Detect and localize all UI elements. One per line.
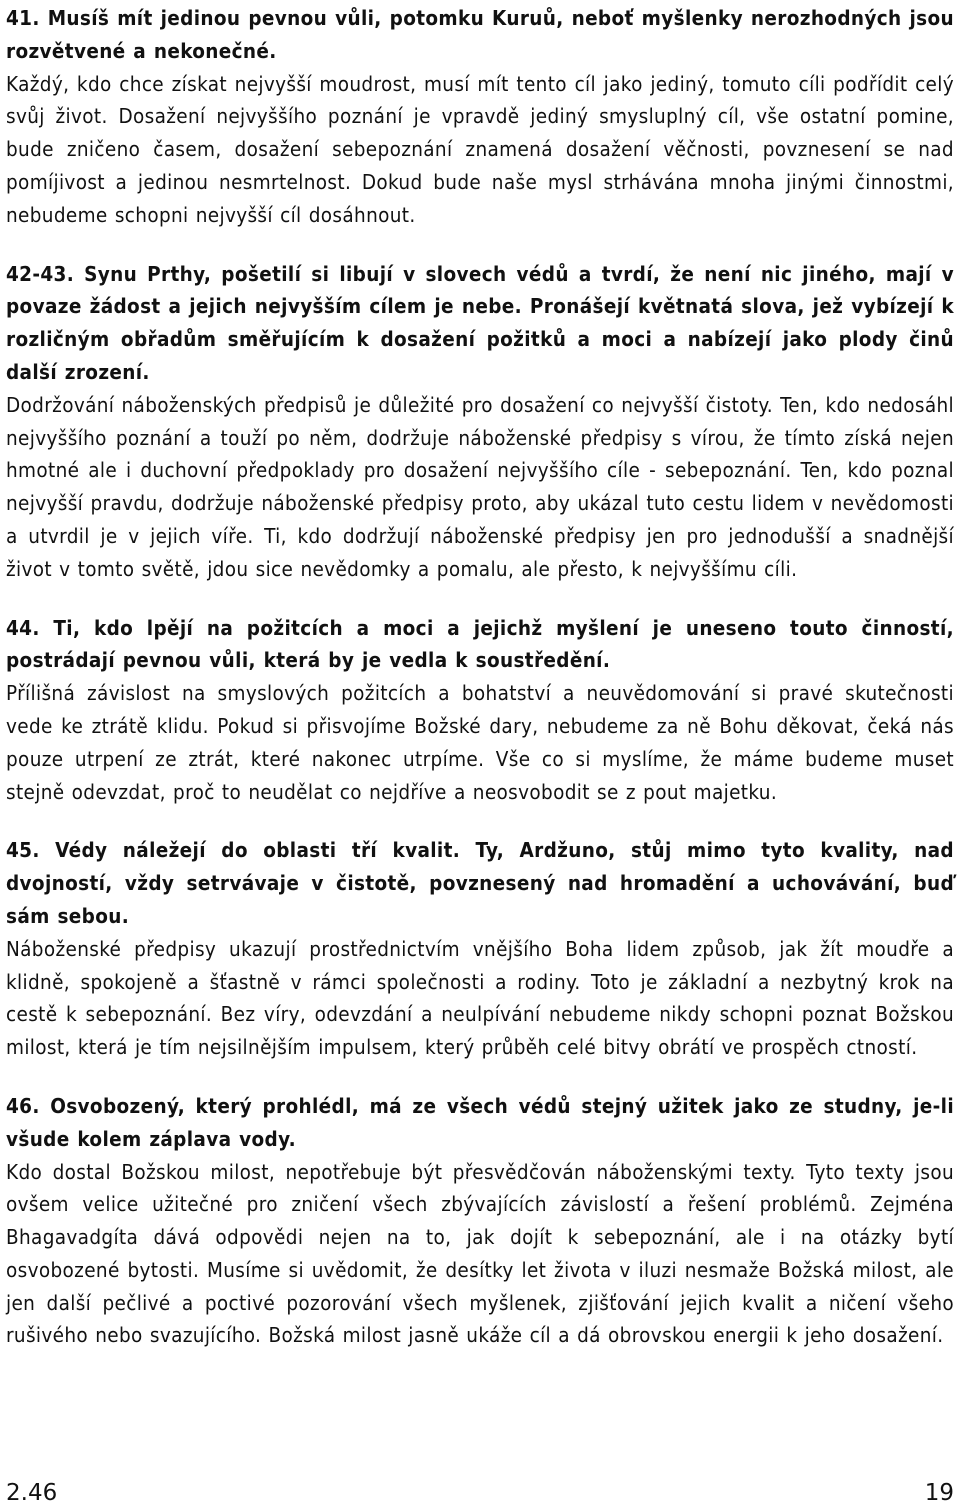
commentary-body: Přílišná závislost na smyslových požitcích a bohatství a neuvědomování si pravé skutečnosti vede ke ztrátě klidu. Pokud si přisvojíme Božské dary, nebudeme za ně Bohu děkovat, čeká nás pouze utrpení ze ztrát, které nakonec utrpíme. Vše co si myslíme, že máme budeme muset stejně odevzdat, proč to neudělat co nejdříve a neosvobodit se z pout majetku.: [6, 681, 954, 804]
verse-text: [6, 612, 954, 678]
verse-text: [6, 1090, 954, 1156]
commentary-text: [6, 1156, 954, 1353]
verse-text: [6, 2, 954, 68]
verse-text: [6, 834, 954, 932]
page-content: [6, 2, 954, 1352]
verse-41: [6, 2, 954, 232]
verse-text: [6, 258, 954, 389]
chapter-verse-ref: 2.46: [6, 1480, 58, 1506]
commentary-text: [6, 933, 954, 1064]
commentary-body: Dodržování náboženských předpisů je důležité pro dosažení co nejvyšší čistoty. Ten, kdo nedosáhl nejvyššího poznání a touží po něm, dodržuje náboženské předpisy s vírou, že tímto získá nejen hmotné ale i duchovní předpoklady pro dosažení nejvyššího cíle - sebepoznání. Ten, kdo poznal nejvyšší pravdu, dodržuje náboženské předpisy proto, aby ukázal tuto cestu lidem v nevědomosti a utvrdil je v jejich víře. Ti, kdo dodržují náboženské předpisy jen pro jednodušší a snadnější život v tomto světě, jdou sice nevědomky a pomalu, ale přesto, k nejvyššímu cíli.: [6, 392, 954, 581]
commentary-text: [6, 389, 954, 586]
verse-lead: 41. Musíš mít jedinou pevnou vůli, potomku Kuruů, neboť myšlenky nerozhodných jsou rozvětvené a nekonečné.: [6, 6, 954, 63]
commentary-body: Náboženské předpisy ukazují prostřednictvím vnějšího Boha lidem způsob, jak žít moudře a klidně, spokojeně a šťastně v rámci společnosti a rodiny. Toto je základní a nezbytný krok na cestě k sebepoznání. Bez víry, odevzdání a neulpívání nebudeme nikdy schopni poznat Božskou milost, která je tím nejsilnějším impulsem, který průběh celé bitvy obrátí ve prospěch ctností.: [6, 936, 954, 1060]
commentary-body: Kdo dostal Božskou milost, nepotřebuje být přesvědčován náboženskými texty. Tyto texty jsou ovšem velice užitečné pro zničení všech zbývajících závislostí a řešení problémů. Zejména Bhagavadgíta dává odpovědi nejen na to, jak dojít k sebepoznání, ale i na otázky bytí osvobozené bytosti. Musíme si uvědomit, že desítky let života v iluzi nesmaže Božská milost, ale jen další pečlivé a poctivé pozorování všech myšlenek, zjišťování jejich kvalit a ničení všeho rušivého nebo svazujícího. Božská milost jasně ukáže cíl a dá obrovskou energii k jeho dosažení.: [6, 1159, 954, 1348]
verse-lead: 42-43. Synu Prthy, pošetilí si libují v slovech védů a tvrdí, že není nic jiného, mají v povaze žádost a jejich nejvyšším cílem je nebe. Pronášejí květnatá slova, jež vybízejí k rozličným obřadům směřujícím k dosažení požitků a moci a nabízejí jako plody činů další zrození.: [6, 261, 954, 384]
page-footer: [0, 1476, 960, 1512]
verse-lead: 45. Védy náležejí do oblasti tří kvalit. Ty, Ardžuno, stůj mimo tyto kvality, nad dvojností, vždy setrvávaje v čistotě, povznesený nad hromadění a uchovávání, buď sám sebou.: [6, 838, 954, 928]
verse-45: [6, 834, 954, 1064]
commentary-body: Každý, kdo chce získat nejvyšší moudrost, musí mít tento cíl jako jediný, tomuto cíli podřídit celý svůj život. Dosažení nejvyššího poznání je vpravdě jediný smysluplný cíl, vše ostatní pomine, bude zničeno časem, dosažení sebepoznání znamená dosažení věčnosti, povznesení se nad pomíjivost a jedinou nesmrtelnost. Dokud bude naše mysl strhávána mnoha jinými činnostmi, nebudeme schopni nejvyšší cíl dosáhnout.: [6, 71, 954, 227]
verse-42-43: [6, 258, 954, 586]
page-number: 19: [924, 1480, 954, 1506]
commentary-text: [6, 68, 954, 232]
verse-lead: 44. Ti, kdo lpějí na požitcích a moci a jejichž myšlení je uneseno touto činností, postrádají pevnou vůli, která by je vedla k soustředění.: [6, 615, 954, 673]
verse-lead: 46. Osvobozený, který prohlédl, má ze všech védů stejný užitek jako ze studny, je-li všude kolem záplava vody.: [6, 1093, 954, 1151]
verse-46: [6, 1090, 954, 1352]
verse-44: [6, 612, 954, 809]
commentary-text: [6, 677, 954, 808]
